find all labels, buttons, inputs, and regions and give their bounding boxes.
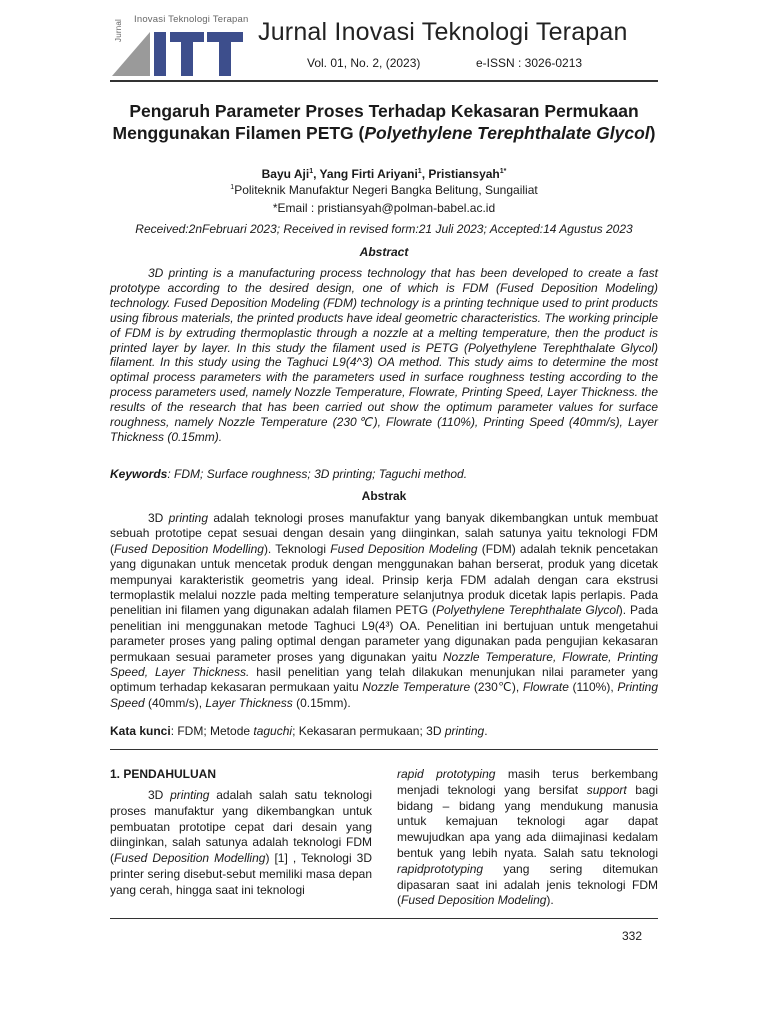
abstract-text: 3D printing is a manufacturing process technology that has been developed to create a fast prototype according to the desired design, one of which is FDM (Fused Deposition Modeling) technology. Fused Deposition Modeling (FDM) technology is a printing technique used to print products using fibrous materials, the printed products have ideal geometric characteristics. The working principle of FDM is by extruding thermoplastic through a nozzle at a melting temperature, then the product is printed layer by layer. In this study the filament used is PETG (Polyethylene Terephthalate Glycol) filament. In this study using the Taghuci L9(4^3) OA method. This study aims to determine the most optimal process parameters with the parameters used in surface roughness testing according to the process parameters used, namely Nozzle Temperature, Flowrate, Printing Speed, Layer Thickness. the results of the research that has been carried out show the optimum parameter values for surface roughness, namely Nozzle Temperature (230℃), Flowrate (110%), Printing Speed (40mm/s), Layer Thickness (0.15mm). <box>110 266 658 444</box>
author-list: Bayu Aji$^1$, Yang Firti Ariyani$^1$, Pristiansyah$^{1*}$ <box>261 167 507 181</box>
body-column-left: 3D printing adalah salah satu teknologi proses manufaktur yang dikembangkan untuk pembuatan prototipe cepat dari desain yang diinginkan, salah satunya adalah teknologi FDM (Fused Deposition Modelling) [1] , Teknologi 3D printer sering disebut-sebut memiliki masa depan yang cerah, hingga saat ini teknologi <box>110 788 372 897</box>
abstract-heading: Abstract <box>359 245 409 259</box>
keywords: Keywords: FDM; Surface roughness; 3D printing; Taguchi method. <box>110 467 468 481</box>
issn-info: e-ISSN : 3026-0213 <box>476 56 583 70</box>
abstrak-text: 3D printing adalah teknologi proses manufaktur yang banyak dikembangkan untuk membuat sebuah prototipe cepat sesuai dengan desain yang diinginkan, salah satunya yaitu teknologi FDM (Fused Deposition Modelling). Teknologi Fused Deposition Modeling (FDM) adalah teknik pencetakan yang digunakan untuk mencetak produk dengan menggunakan bahan berserat, produk yang dicetak mempunyai karakteristik geometris yang ideal. Prinsip kerja FDM adalah dengan cara ekstrusi termoplastik melalui nozzle pada melting temperature selanjutnya produk dicetak lapis perlapis. Pada penelitian ini filamen yang digunakan adalah filamen PETG (Polyethylene Terephthalate Glycol). Pada penelitian ini menggunakan metode Taghuci L9(4³) OA. Penelitian ini bertujuan untuk mengetahui parameter proses yang paling optimal dengan parameter yang digunakan pada pengujian kekasaran permukaan sesuai parameter proses yang digunakan yaitu Nozzle Temperature, Flowrate, Printing Speed, Layer Thickness. hasil penelitian yang telah dilakukan menunjukan nilai parameter yang optimum terhadap kekasaran permukaan yaitu Nozzle Temperature (230℃), Flowrate (110%), Printing Speed (40mm/s), Layer Thickness (0.15mm). <box>110 511 658 710</box>
header-divider <box>110 80 658 82</box>
body-column-right: rapid prototyping masih terus berkembang menjadi teknologi yang bersifat support bagi bidang – bidang yang mendukung manusia untuk kemajuan teknologi agar dapat mewujudkan apa yang ada diimajinasi kedalam bentuk yang lebih nyata. Salah satu teknologi rapidprototyping yang sering ditemukan dipasaran saat ini adalah jenis teknologi FDM (Fused Deposition Modeling). <box>397 767 659 908</box>
affiliation: $^1$Politeknik Manufaktur Negeri Bangka Belitung, Sungailiat <box>230 183 538 197</box>
article-title: Pengaruh Parameter Proses Terhadap Kekasaran Permukaan Menggunakan Filamen PETG (Polyethylene Terephthalate Glycol) <box>112 101 656 143</box>
kata-kunci: Kata kunci: FDM; Metode taguchi; Kekasaran permukaan; 3D printing. <box>110 724 488 738</box>
abstrak-heading: Abstrak <box>361 489 407 503</box>
volume-info: Vol. 01, No. 2, (2023) <box>307 56 421 70</box>
abstract-divider <box>110 749 658 750</box>
logo-vertical-text: Jurnal <box>114 19 123 42</box>
section-heading: 1. PENDAHULUAN <box>110 767 217 781</box>
corresponding-email: *Email : pristiansyah@polman-babel.ac.id <box>272 201 496 215</box>
submission-dates: Received:2nFebruari 2023; Received in revised form:21 Juli 2023; Accepted:14 Agustus 2023 <box>135 222 633 236</box>
page-number: 332 <box>622 929 643 943</box>
logo-small-text: Inovasi Teknologi Terapan <box>134 14 249 25</box>
journal-logo <box>112 12 249 78</box>
footer-divider <box>110 918 658 919</box>
journal-title: Jurnal Inovasi Teknologi Terapan <box>258 18 628 46</box>
